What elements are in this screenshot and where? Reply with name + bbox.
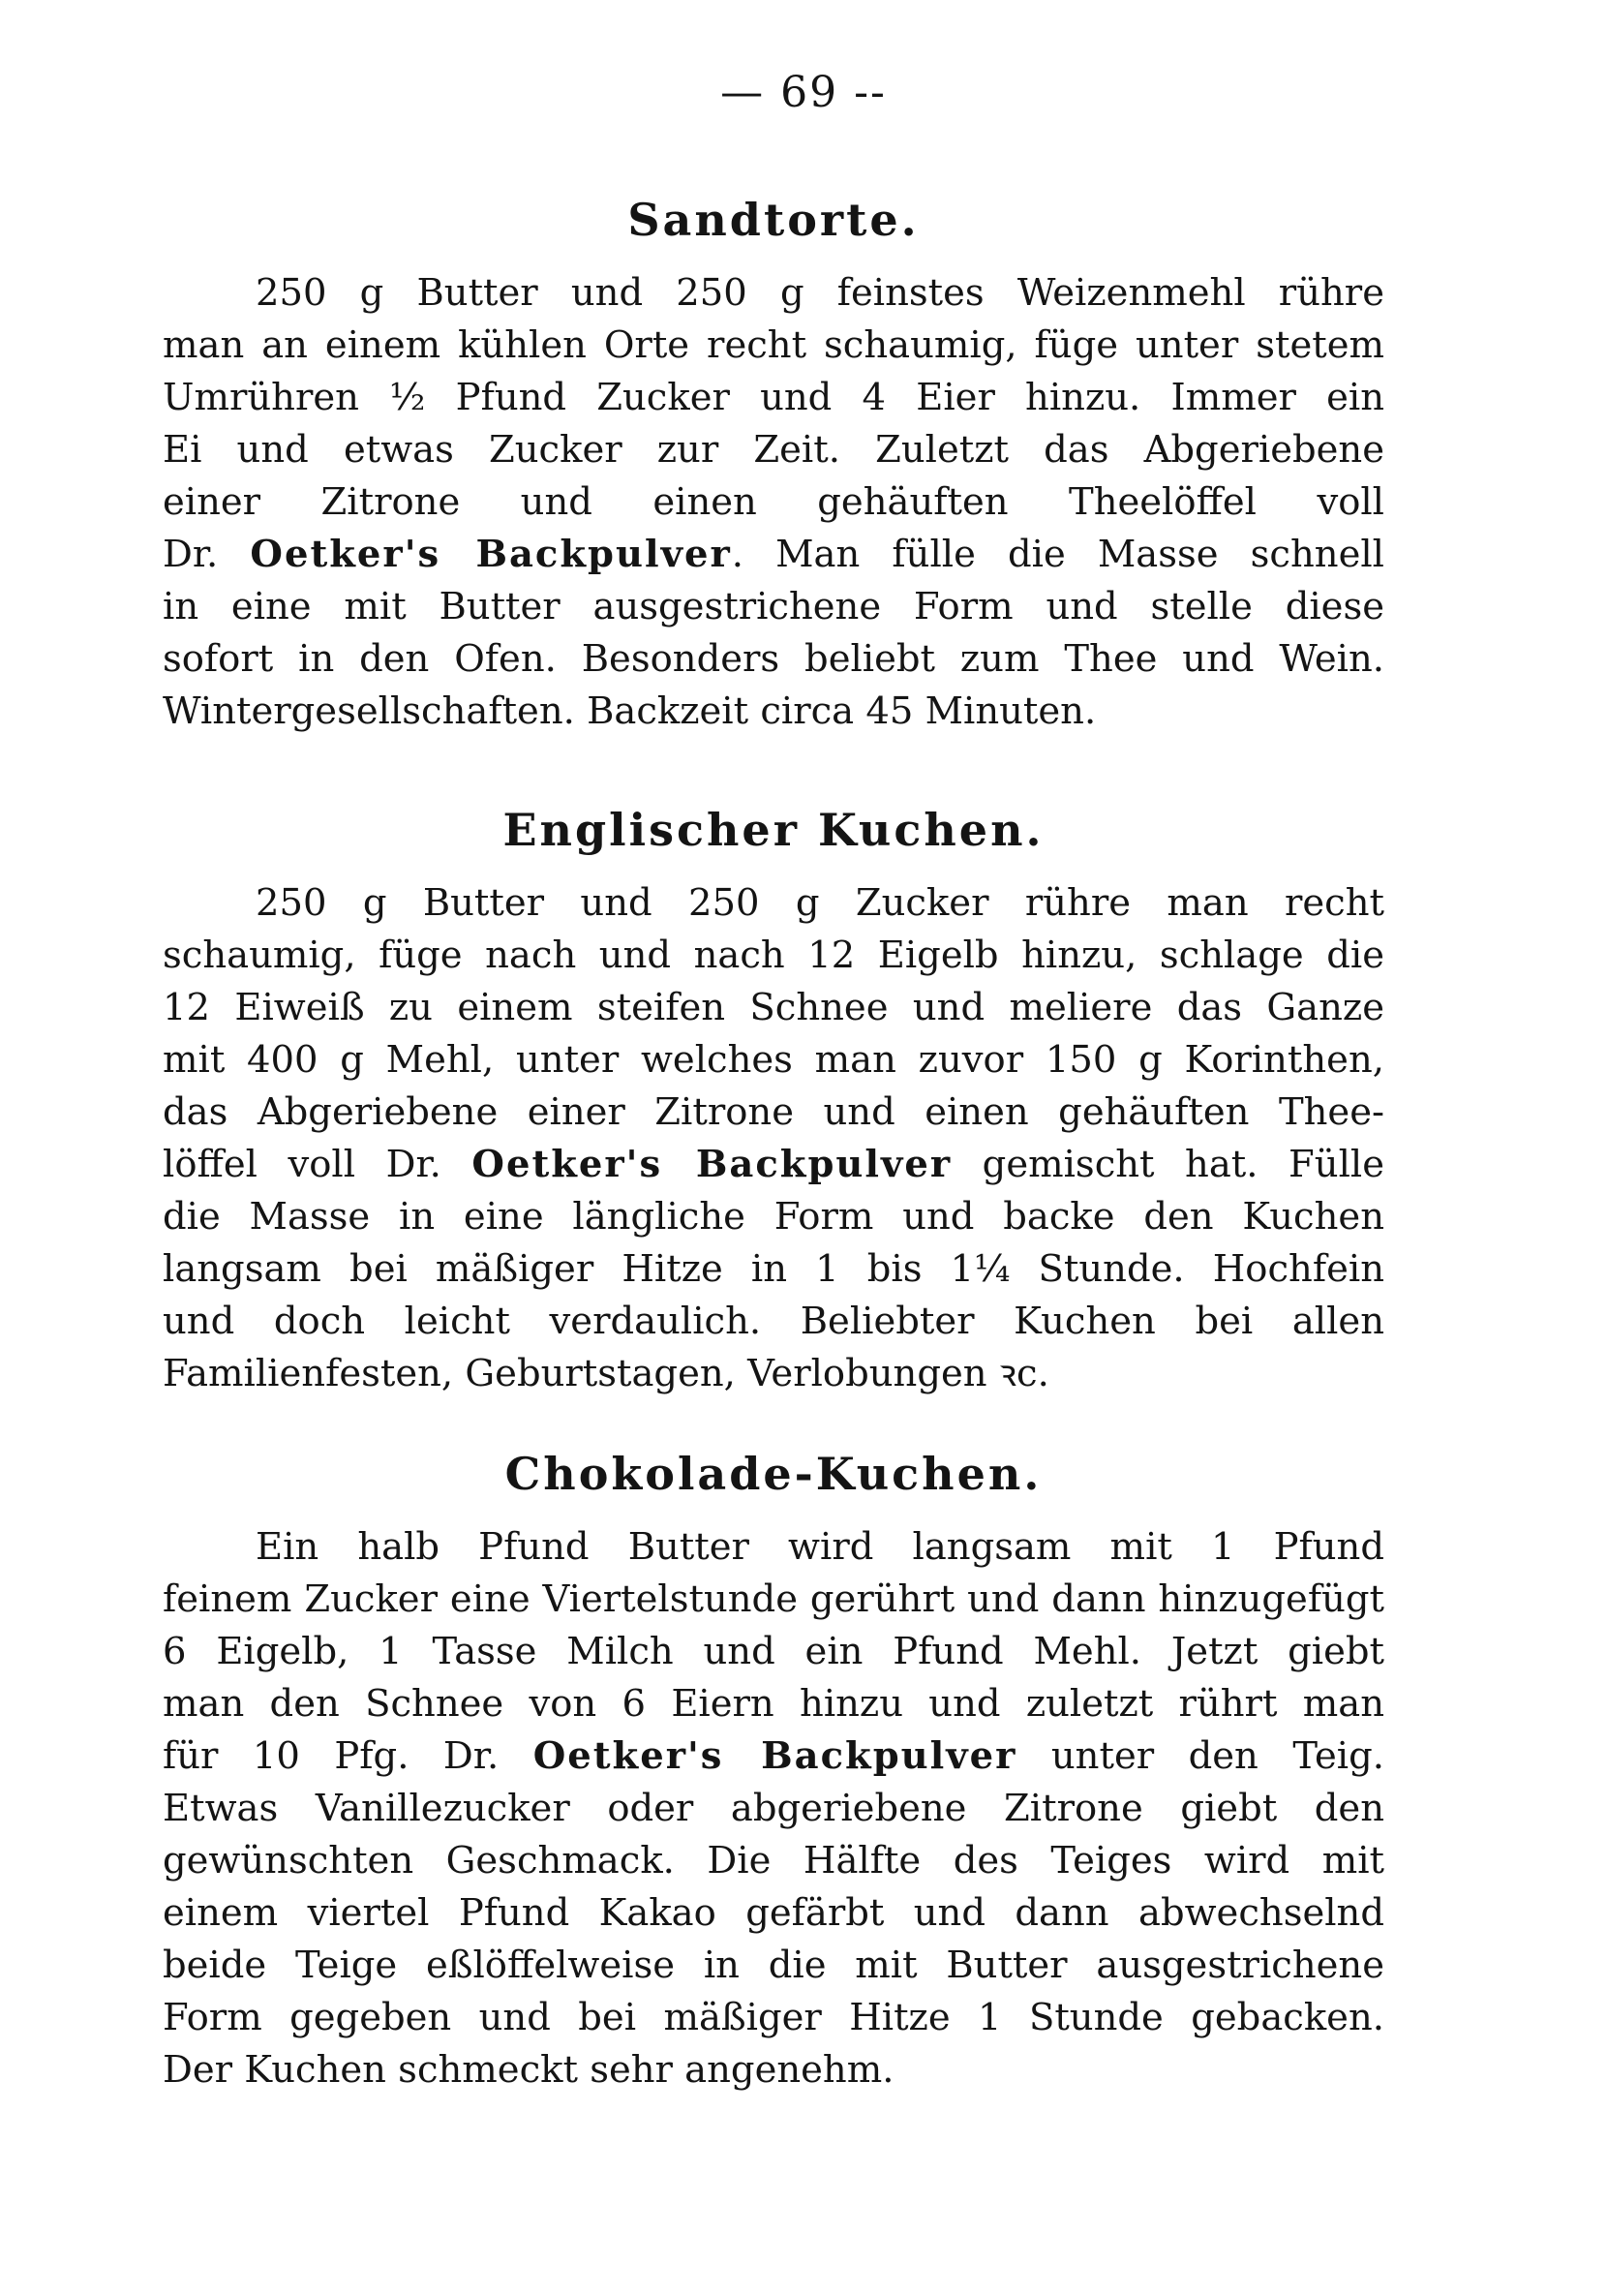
- text-line: und doch leicht verdaulich. Beliebter Kuchen bei allen: [163, 1300, 1384, 1343]
- text-line: Der Kuchen schmeckt sehr angenehm.: [163, 2048, 894, 2092]
- text-line: gewünschten Geschmack. Die Hälfte des Teiges wird mit: [163, 1839, 1384, 1883]
- text-line: feinem Zucker eine Viertelstunde gerührt und dann hinzugefügt: [163, 1577, 1384, 1621]
- recipe-englischer-kuchen: [163, 804, 1384, 1400]
- text-line: sofort in den Ofen. Besonders beliebt zum Thee und Wein.: [163, 637, 1384, 681]
- text-line: das Abgeriebene einer Zitrone und einen gehäuften Thee-: [163, 1090, 1384, 1134]
- text-line: Umrühren ½ Pfund Zucker und 4 Eier hinzu. Immer ein: [163, 376, 1384, 419]
- text-line: für 10 Pfg. Dr. Oetker's Backpulver unter den Teig.: [163, 1734, 1384, 1778]
- page-number: — 69 --: [720, 68, 887, 117]
- text-line: 250 g Butter und 250 g Zucker rühre man recht: [256, 881, 1384, 925]
- text-line: Familienfesten, Geburtstagen, Verlobungen ꝛc.: [163, 1352, 1049, 1395]
- text-line: 250 g Butter und 250 g feinstes Weizenmehl rühre: [256, 271, 1384, 315]
- text-line: man an einem kühlen Orte recht schaumig, füge unter stetem: [163, 323, 1384, 367]
- text-line: schaumig, füge nach und nach 12 Eigelb hinzu, schlage die: [163, 934, 1384, 977]
- text-line: Ein halb Pfund Butter wird langsam mit 1 Pfund: [256, 1525, 1384, 1569]
- text-line: 12 Eiweiß zu einem steifen Schnee und meliere das Ganze: [163, 986, 1384, 1029]
- text-line: in eine mit Butter ausgestrichene Form und stelle diese: [163, 585, 1384, 628]
- text-line: mit 400 g Mehl, unter welches man zuvor 150 g Korinthen,: [163, 1038, 1384, 1082]
- brand-name: Oetker's Backpulver: [471, 1143, 953, 1186]
- text-line: langsam bei mäßiger Hitze in 1 bis 1¼ Stunde. Hochfein: [163, 1247, 1384, 1291]
- text-line: Dr. Oetker's Backpulver. Man fülle die Masse schnell: [163, 533, 1384, 576]
- recipe-title: Chokolade-Kuchen.: [504, 1448, 1043, 1500]
- recipe-sandtorte: [163, 194, 1384, 738]
- brand-name: Oetker's Backpulver: [532, 1734, 1017, 1778]
- text-line: die Masse in eine längliche Form und backe den Kuchen: [163, 1195, 1384, 1239]
- text-line: man den Schnee von 6 Eiern hinzu und zuletzt rührt man: [163, 1682, 1384, 1726]
- text-line: löffel voll Dr. Oetker's Backpulver gemischt hat. Fülle: [163, 1143, 1384, 1186]
- text-line: einer Zitrone und einen gehäuften Theelöffel voll: [163, 480, 1384, 524]
- text-line: Form gegeben und bei mäßiger Hitze 1 Stunde gebacken.: [163, 1996, 1384, 2039]
- text-line: Etwas Vanillezucker oder abgeriebene Zitrone giebt den: [163, 1787, 1384, 1830]
- text-line: 6 Eigelb, 1 Tasse Milch und ein Pfund Mehl. Jetzt giebt: [163, 1630, 1384, 1673]
- text-line: Wintergesellschaften. Backzeit circa 45 Minuten.: [163, 689, 1097, 733]
- text-line: einem viertel Pfund Kakao gefärbt und dann abwechselnd: [163, 1891, 1384, 1935]
- text-line: beide Teige eßlöffelweise in die mit Butter ausgestrichene: [163, 1944, 1384, 1987]
- recipe-chokolade-kuchen: [163, 1448, 1384, 2097]
- text-line: Ei und etwas Zucker zur Zeit. Zuletzt das Abgeriebene: [163, 428, 1384, 472]
- recipe-title: Englischer Kuchen.: [502, 804, 1045, 856]
- recipe-title: Sandtorte.: [627, 194, 920, 246]
- brand-name: Oetker's Backpulver: [250, 533, 732, 576]
